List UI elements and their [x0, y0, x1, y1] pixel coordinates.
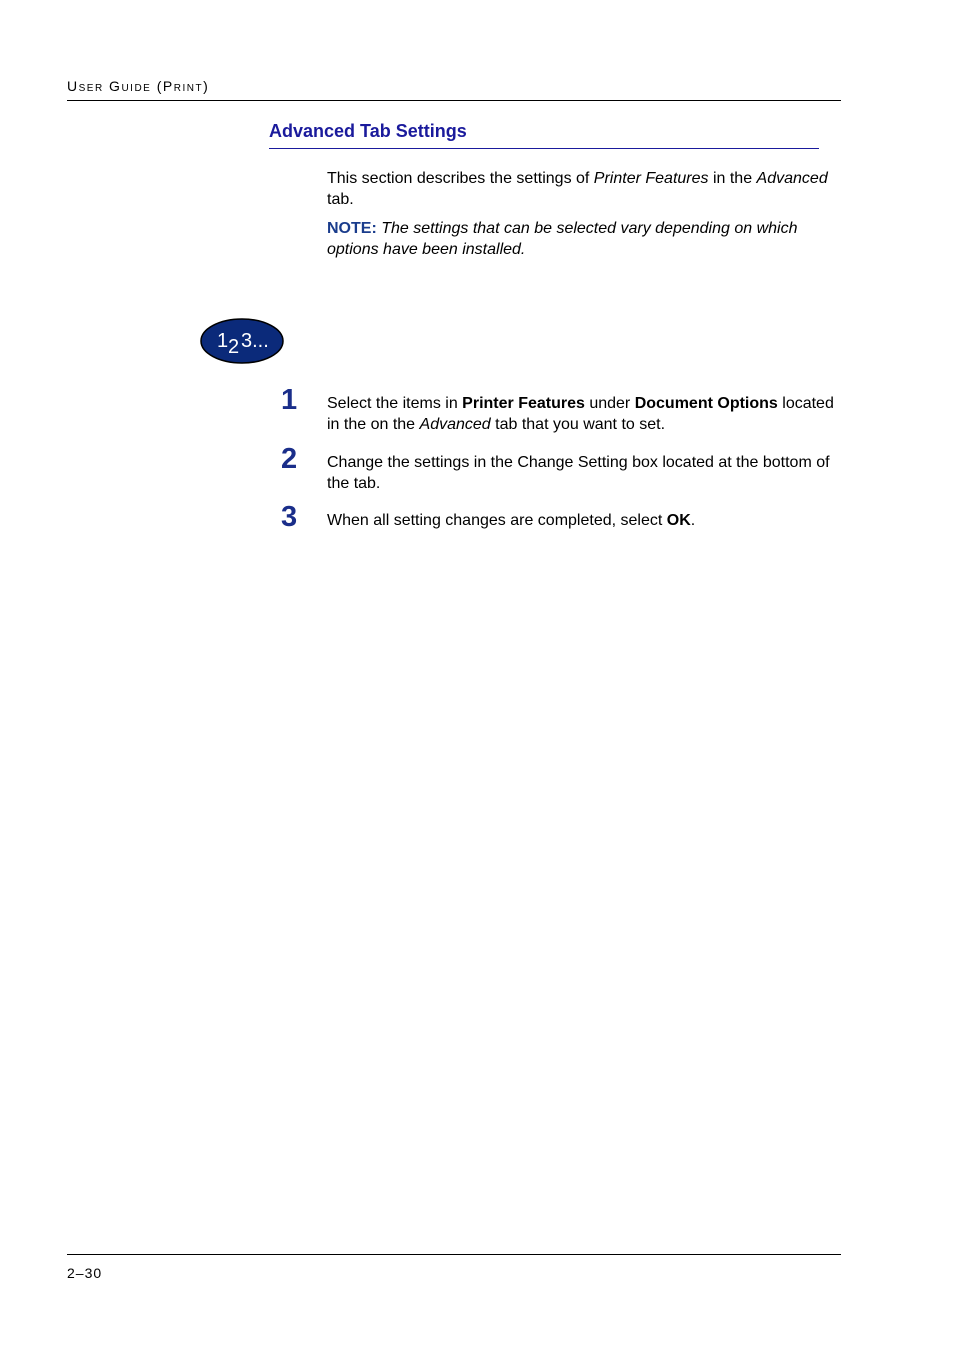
- section-title: Advanced Tab Settings: [269, 121, 467, 141]
- intro-paragraph: This section describes the settings of Printer Features in the Advanced tab.: [327, 170, 828, 208]
- running-head: User Guide (Print): [67, 78, 210, 94]
- step-number-1: 1: [281, 384, 298, 416]
- page-number: 2–30: [67, 1265, 103, 1281]
- note-paragraph: [327, 218, 842, 260]
- section-title-rule: [269, 148, 819, 149]
- step-number-3: 3: [281, 501, 298, 533]
- note-label: NOTE:: [327, 220, 377, 237]
- header-rule: [67, 100, 841, 101]
- step-text-2: Change the settings in the Change Setting box located at the bottom of the tab.: [327, 454, 830, 492]
- steps-icon-rest: 3...: [241, 330, 269, 352]
- footer-rule: [67, 1254, 841, 1255]
- step-text-1: Select the items in Printer Features under Document Options located in the on the Advanced tab that you want to set.: [327, 395, 834, 433]
- step-text-3: When all setting changes are completed, select OK.: [327, 512, 696, 529]
- note-text: The settings that can be selected vary depending on which options have been installed.: [327, 220, 798, 258]
- steps-icon-digit-2: 2: [228, 336, 240, 358]
- numbered-steps-icon: [200, 318, 284, 364]
- step-number-2: 2: [281, 443, 298, 475]
- steps-icon-digit-1: 1: [217, 330, 229, 352]
